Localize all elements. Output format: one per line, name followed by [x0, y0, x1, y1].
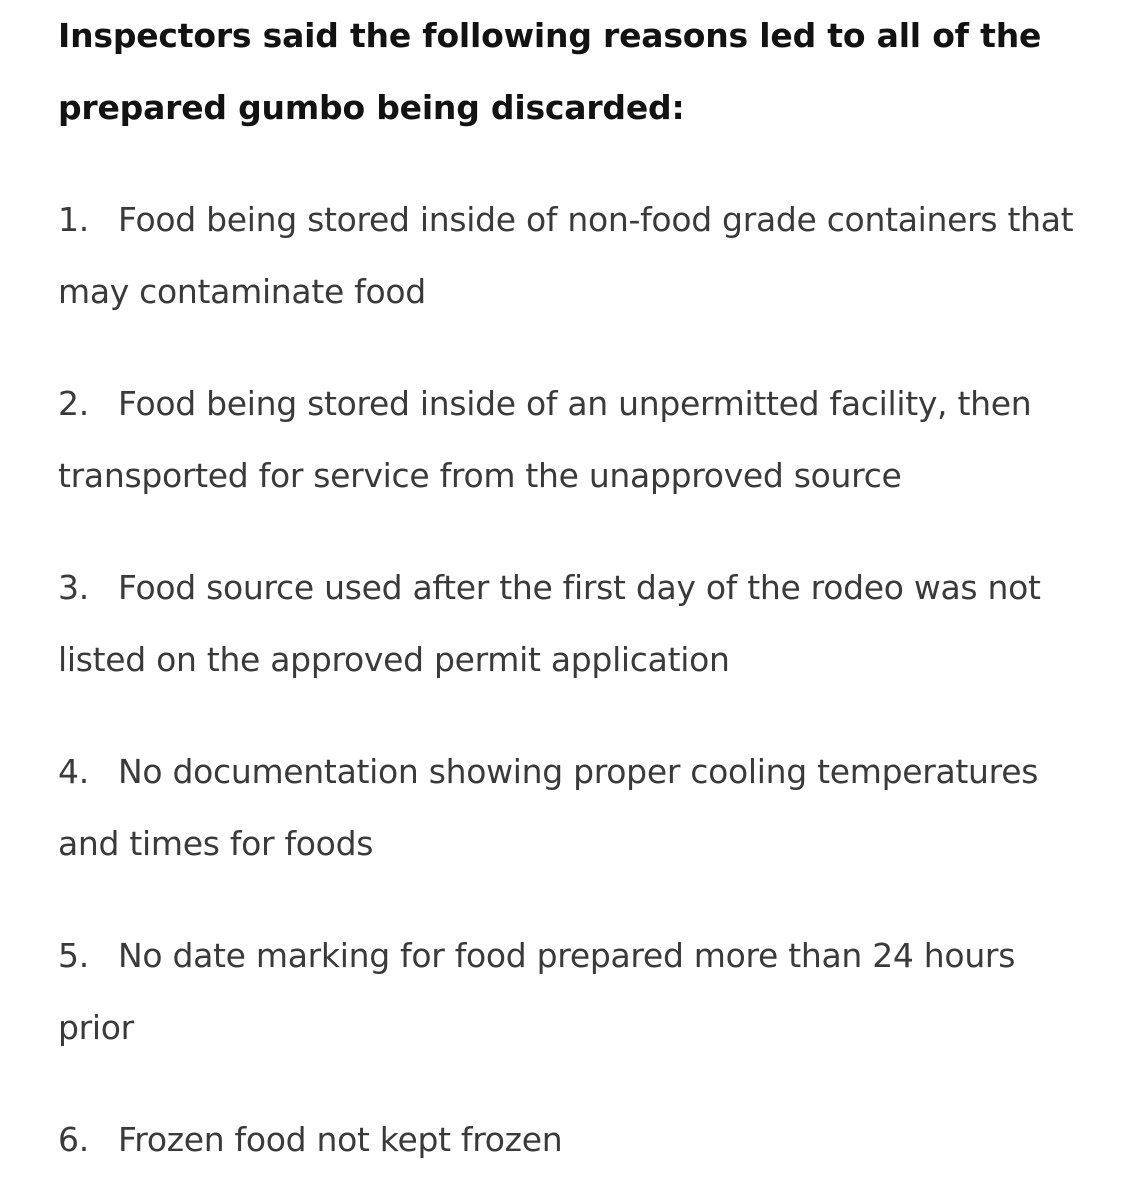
list-item-text: Food source used after the first day of the rodeo was not listed on the approved permit application — [58, 568, 1041, 679]
article-body — [58, 0, 1098, 1176]
list-item-text: No date marking for food prepared more than 24 hours prior — [58, 936, 1016, 1047]
list-item-text: Food being stored inside of an unpermitted facility, then transported for service from the unapproved source — [58, 384, 1032, 495]
list-item — [58, 552, 1098, 696]
list-item-text: No documentation showing proper cooling temperatures and times for foods — [58, 752, 1039, 863]
list-item-number: 5. — [58, 936, 89, 975]
list-item-number: 4. — [58, 752, 89, 791]
list-item — [58, 184, 1098, 328]
list-item-text: Frozen food not kept frozen — [118, 1120, 563, 1159]
list-item-number: 6. — [58, 1120, 89, 1159]
list-item-text: Food being stored inside of non-food grade containers that may contaminate food — [58, 200, 1074, 311]
list-item — [58, 368, 1098, 512]
list-item — [58, 920, 1098, 1064]
list-item-number: 1. — [58, 200, 89, 239]
list-item — [58, 1104, 1098, 1176]
section-heading: Inspectors said the following reasons led to all of the prepared gumbo being discarded: — [58, 16, 1042, 127]
list-item-number: 3. — [58, 568, 89, 607]
list-item-number: 2. — [58, 384, 89, 423]
reasons-list — [58, 184, 1098, 1176]
list-item — [58, 736, 1098, 880]
